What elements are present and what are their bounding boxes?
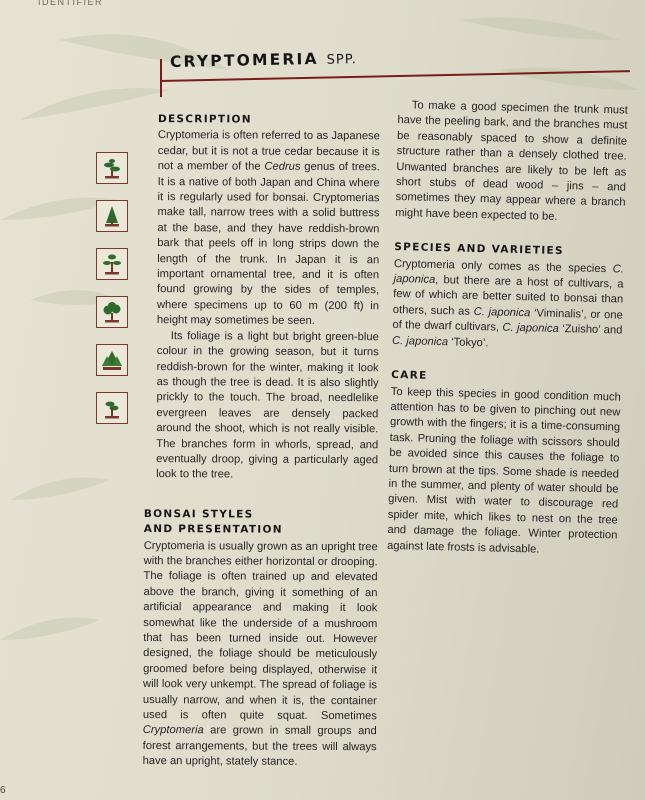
style-icon-stack [96, 152, 130, 440]
title-genus: CRYPTOMERIA [169, 49, 319, 71]
description-heading: DESCRIPTION [157, 113, 252, 126]
bonsai-styles-paragraph: Cryptomeria is usually grown as an upright tree with the branches either horizontal or drooping. The foliage is often trained up and elevated above the branch, giving it something of an artificial appearance and making it look somewhat like the underside of a mushroom that has been turned inside out. However designed, the foliage should be meticulously groomed before being displayed, otherwise it will look very unkempt. The spread of foliage is usually narrow, and when it is, the container used is often quite squat. Sometimes Cryptomeria are grown in small groups and forest arrangements, but the trees will always have an upright, stately stance. [142, 539, 378, 769]
page-number: 6 [0, 785, 6, 796]
left-column [143, 112, 380, 771]
description-paragraph-2: Its foliage is a light but bright green-blue colour in the growing season, but it turns reddish-brown for the winter, making it look as though the tree is dead. It is also slightly prickly to the touch. The broad, needlelike evergreen leaves are densely packed around the shoot, which is not really visible. The branches form in whorls, spread, and eventually droop, giving a particularly aged look to the tree. [156, 329, 379, 481]
root-over-rock-icon [96, 392, 128, 424]
section-tag: IDENTIFIER [38, 0, 104, 7]
title-suffix: SPP. [326, 52, 357, 68]
care-heading: CARE [391, 369, 428, 382]
informal-upright-icon [96, 152, 128, 184]
care-paragraph: To keep this species in good condition much attention has to be given to pinching out new growth with the fingers; it is a time-consuming task. Pruning the foliage with scissors should be avoided since this causes the foliage to turn brown at the tips. Some shade is needed in the summer, and plenty of water should be given. Mist with water to discourage red spider mite, which likes to nest on the tree and damage the foliage. Winter protection against late frosts is advisable. [386, 385, 621, 556]
description-paragraph-1: Cryptomeria is often referred to as Japanese cedar, but it is not a true cedar because it is not a member of the Cedrus genus of trees. It is a native of both Japan and China where it is regularly used for bonsai. Cryptomerias make tall, narrow trees with a solid buttress at the base, and they have reddish-brown bark that peels off in long strips down the length of the trunk. In Japan it is an important ornamental tree, and it is often found growing by the sides of temples, where specimens up to 60 m (200 ft) in height may sometimes be seen. [156, 129, 380, 328]
bonsai-styles-heading: BONSAI STYLES AND PRESENTATION [143, 507, 283, 536]
species-heading: SPECIES AND VARIETIES [394, 241, 564, 258]
broom-icon [96, 248, 128, 280]
group-icon [96, 344, 128, 376]
species-paragraph: Cryptomeria only comes as the species C. japonica, but there are a host of cultivars, a few of which are better suited to bonsai than others, such as C. japonica ‘Viminalis’, or one of the dwarf cultivars, C. japonica ‘Zuisho’ and C. japonica ‘Tokyo’. [391, 257, 625, 349]
right-column [387, 98, 628, 559]
trunk-paragraph: To make a good specimen the trunk must have the peeling bark, and the branches must be reasonably spaced to show a definite structure rather than a densely clothed tree. Unwanted branches are likely to be left as short stubs of dead wood – jins – and sometimes they may appear where a branch might have been expected to be. [395, 99, 628, 223]
formal-upright-icon [96, 200, 128, 232]
clump-icon [96, 296, 128, 328]
title-vertical-rule [160, 59, 162, 97]
title-horizontal-rule [160, 70, 630, 81]
